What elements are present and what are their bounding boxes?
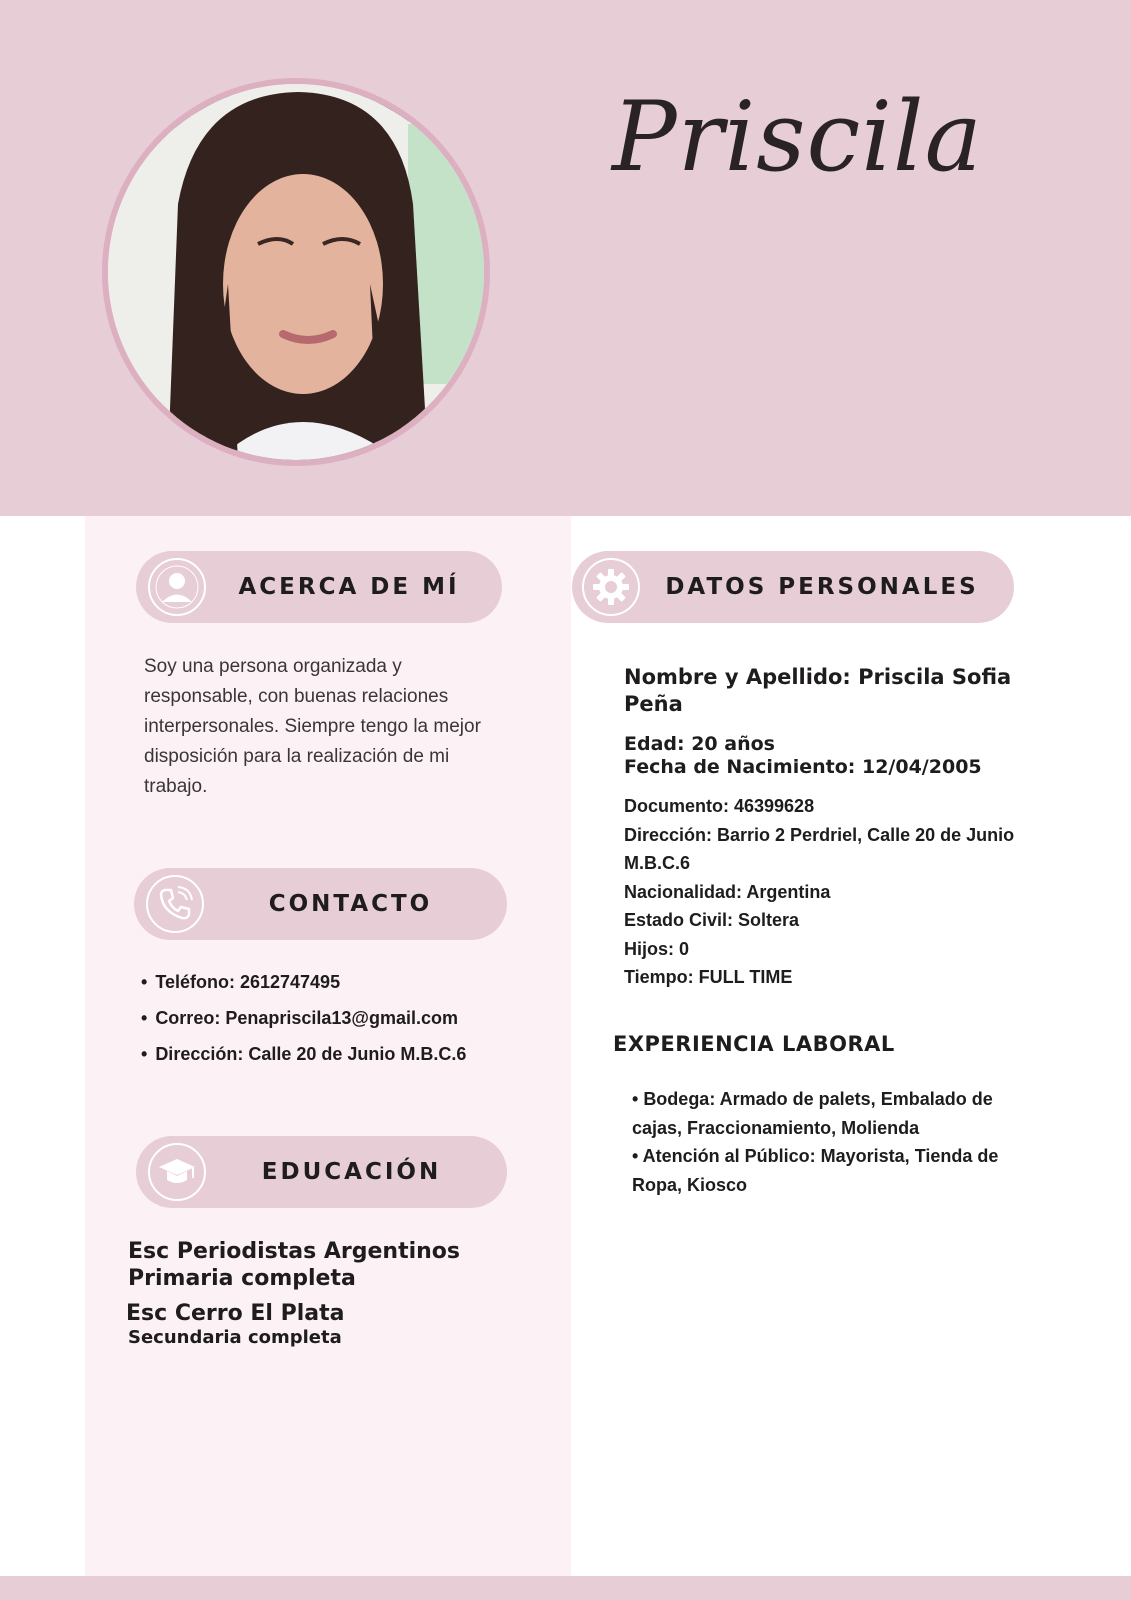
contact-email: • Correo: Penapriscila13@gmail.com [141, 1000, 466, 1036]
header-name-script: Priscila [612, 81, 983, 193]
personal-age: Edad: 20 años [624, 733, 775, 755]
about-text: Soy una persona organizada y responsable, con buenas relaciones interpersonales. Siempre tengo la mejor disposición para la realización de mi trabajo. [144, 656, 481, 797]
contact-section-header [134, 868, 507, 940]
footer-band [0, 1576, 1131, 1600]
gear-icon [582, 558, 640, 616]
personal-age-block [624, 733, 982, 779]
profile-photo [102, 78, 490, 466]
personal-time: Tiempo: FULL TIME [624, 967, 793, 987]
personal-address: Dirección: Barrio 2 Perdriel, Calle 20 de Junio M.B.C.6 [624, 824, 1015, 873]
personal-birth-date: Fecha de Nacimiento: 12/04/2005 [624, 756, 982, 778]
experience-item-2: • Atención al Público: Mayorista, Tienda de Ropa, Kiosco [632, 1142, 1032, 1199]
phone-icon [146, 875, 204, 933]
personal-section-header [572, 551, 1014, 623]
contact-list [141, 964, 466, 1072]
education-school-1: Esc Periodistas Argentinos [128, 1239, 461, 1264]
experience-title: EXPERIENCIA LABORAL [613, 1032, 895, 1056]
profile-photo-illustration [108, 84, 484, 460]
about-section-header [136, 551, 502, 623]
contact-title: CONTACTO [268, 891, 433, 917]
personal-details-list [624, 792, 1044, 992]
personal-children: Hijos: 0 [624, 938, 690, 959]
education-title: EDUCACIÓN [261, 1159, 442, 1185]
education-section-header [136, 1136, 507, 1208]
about-title: ACERCA DE MÍ [238, 574, 460, 600]
education-level-1: Primaria completa [128, 1266, 356, 1291]
personal-title: DATOS PERSONALES [665, 574, 979, 600]
experience-item-1: • Bodega: Armado de palets, Embalado de cajas, Fraccionamiento, Molienda [632, 1085, 1032, 1142]
experience-list [632, 1085, 1032, 1199]
personal-nationality: Nacionalidad: Argentina [624, 881, 831, 902]
personal-full-name: Nombre y Apellido: Priscila Sofia Peña [624, 665, 1012, 716]
personal-document: Documento: 46399628 [624, 796, 815, 816]
education-school-2: Esc Cerro El Plata [126, 1301, 345, 1326]
education-entry-1 [128, 1238, 460, 1292]
graduation-cap-icon [148, 1143, 206, 1201]
user-icon [148, 558, 206, 616]
contact-phone: • Teléfono: 2612747495 [141, 964, 466, 1000]
personal-civil-status: Estado Civil: Soltera [624, 910, 800, 930]
contact-address: • Dirección: Calle 20 de Junio M.B.C.6 [141, 1036, 466, 1072]
education-level-2: Secundaria completa [128, 1327, 342, 1348]
